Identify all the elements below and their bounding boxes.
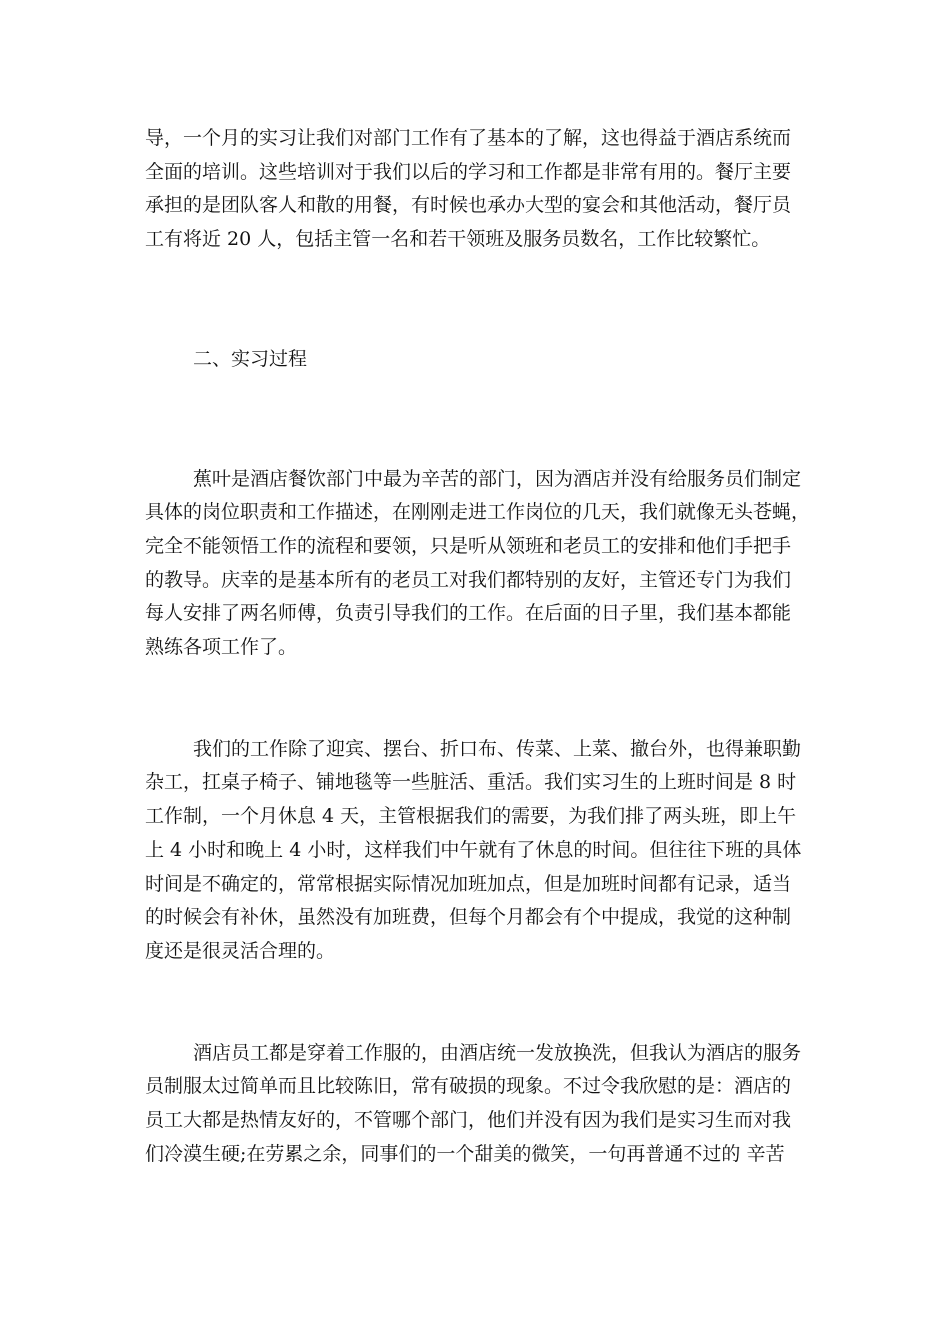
paragraph-line: 蕉叶是酒店餐饮部门中最为辛苦的部门，因为酒店并没有给服务员们制定 [193,467,802,490]
paragraph-line: 承担的是团队客人和散的用餐，有时候也承办大型的宴会和其他活动，餐厅员 [145,194,792,217]
paragraph-line: 工作制，一个月休息 4 天，主管根据我们的需要，为我们排了两头班，即上午 [145,805,797,828]
paragraph-line: 具体的岗位职责和工作描述，在刚刚走进工作岗位的几天，我们就像无头苍蝇， [145,501,811,524]
paragraph-3 [145,1037,810,1172]
paragraph-line: 我们的工作除了迎宾、摆台、折口布、传菜、上菜、撤台外，也得兼职勤 [193,737,802,760]
paragraph-line: 们冷漠生硬;在劳累之余，同事们的一个甜美的微笑，一句再普通不过的 辛苦 [145,1142,785,1165]
intro-paragraph [145,122,810,257]
paragraph-line: 导，一个月的实习让我们对部门工作有了基本的了解，这也得益于酒店系统而 [145,127,792,149]
paragraph-line: 的时候会有补休，虽然没有加班费，但每个月都会有个中提成，我觉的这种制 [145,906,792,929]
paragraph-line: 员制服太过简单而且比较陈旧，常有破损的现象。不过令我欣慰的是：酒店的 [145,1075,792,1098]
paragraph-1 [145,463,810,665]
paragraph-line: 度还是很灵活合理的。 [145,939,336,962]
paragraph-line: 杂工，扛桌子椅子、铺地毯等一些脏活、重活。我们实习生的上班时间是 8 时 [145,771,797,794]
paragraph-line: 时间是不确定的，常常根据实际情况加班加点，但是加班时间都有记录，适当 [145,872,792,895]
paragraph-line: 的教导。庆幸的是基本所有的老员工对我们都特别的友好，主管还专门为我们 [145,568,792,591]
paragraph-line: 酒店员工都是穿着工作服的，由酒店统一发放换洗，但我认为酒店的服务 [193,1041,802,1064]
paragraph-line: 完全不能领悟工作的流程和要领，只是听从领班和老员工的安排和他们手把手 [145,534,792,557]
document-body [145,122,810,1171]
paragraph-line: 全面的培训。这些培训对于我们以后的学习和工作都是非常有用的。餐厅主要 [145,160,792,183]
section-heading [145,343,810,377]
paragraph-2 [145,733,810,969]
paragraph-line: 工有将近 20 人，包括主管一名和若干领班及服务员数名，工作比较繁忙。 [145,228,771,251]
paragraph-line: 每人安排了两名师傅，负责引导我们的工作。在后面的日子里，我们基本都能 [145,602,792,625]
section-heading-text: 二、实习过程 [193,347,308,370]
paragraph-line: 员工大都是热情友好的，不管哪个部门，他们并没有因为我们是实习生而对我 [145,1109,792,1132]
paragraph-line: 上 4 小时和晚上 4 小时，这样我们中午就有了休息的时间。但往往下班的具体 [145,838,802,861]
paragraph-line: 熟练各项工作了。 [145,636,298,659]
